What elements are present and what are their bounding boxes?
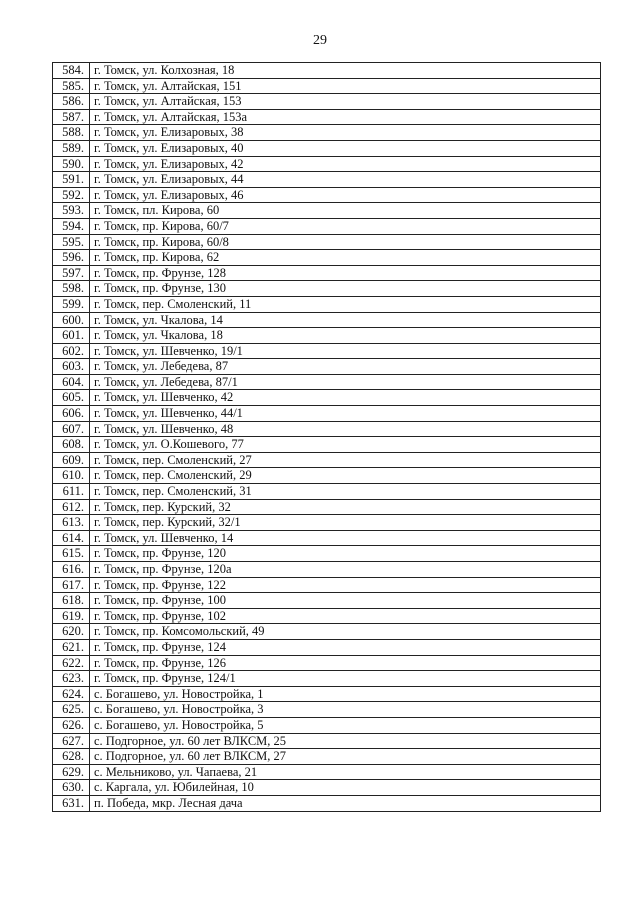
row-number: 589.	[53, 140, 90, 156]
address-cell: г. Томск, пр. Фрунзе, 126	[90, 655, 601, 671]
address-cell: с. Богашево, ул. Новостройка, 1	[90, 686, 601, 702]
row-number: 587.	[53, 109, 90, 125]
table-row	[53, 343, 601, 359]
address-cell: с. Подгорное, ул. 60 лет ВЛКСМ, 27	[90, 749, 601, 765]
row-number: 599.	[53, 296, 90, 312]
address-cell: г. Томск, ул. Лебедева, 87/1	[90, 374, 601, 390]
row-number: 620.	[53, 624, 90, 640]
table-row	[53, 421, 601, 437]
row-number: 586.	[53, 94, 90, 110]
row-number: 591.	[53, 172, 90, 188]
row-number: 615.	[53, 546, 90, 562]
row-number: 610.	[53, 468, 90, 484]
row-number: 597.	[53, 265, 90, 281]
row-number: 628.	[53, 749, 90, 765]
row-number: 588.	[53, 125, 90, 141]
address-cell: г. Томск, пер. Курский, 32/1	[90, 515, 601, 531]
table-row	[53, 608, 601, 624]
table-row	[53, 671, 601, 687]
table-row	[53, 63, 601, 79]
table-row	[53, 733, 601, 749]
address-cell: г. Томск, ул. Елизаровых, 40	[90, 140, 601, 156]
address-cell: г. Томск, ул. Елизаровых, 46	[90, 187, 601, 203]
table-row	[53, 125, 601, 141]
address-cell: г. Томск, пр. Кирова, 62	[90, 250, 601, 266]
address-table-body	[53, 63, 601, 812]
table-row	[53, 530, 601, 546]
table-row	[53, 499, 601, 515]
address-cell: г. Томск, пр. Фрунзе, 124/1	[90, 671, 601, 687]
row-number: 605.	[53, 390, 90, 406]
address-cell: г. Томск, пр. Фрунзе, 120а	[90, 562, 601, 578]
row-number: 617.	[53, 577, 90, 593]
row-number: 606.	[53, 406, 90, 422]
table-row	[53, 764, 601, 780]
table-row	[53, 717, 601, 733]
address-cell: г. Томск, пер. Смоленский, 11	[90, 296, 601, 312]
address-cell: с. Богашево, ул. Новостройка, 3	[90, 702, 601, 718]
address-table	[52, 62, 601, 812]
address-cell: г. Томск, ул. Шевченко, 42	[90, 390, 601, 406]
address-cell: г. Томск, ул. Лебедева, 87	[90, 359, 601, 375]
table-row	[53, 562, 601, 578]
address-cell: г. Томск, пр. Фрунзе, 102	[90, 608, 601, 624]
table-row	[53, 780, 601, 796]
table-row	[53, 374, 601, 390]
address-cell: г. Томск, пр. Фрунзе, 130	[90, 281, 601, 297]
row-number: 618.	[53, 593, 90, 609]
table-row	[53, 218, 601, 234]
table-row	[53, 172, 601, 188]
row-number: 604.	[53, 374, 90, 390]
row-number: 603.	[53, 359, 90, 375]
table-row	[53, 265, 601, 281]
row-number: 608.	[53, 437, 90, 453]
address-cell: г. Томск, ул. Шевченко, 44/1	[90, 406, 601, 422]
table-row	[53, 390, 601, 406]
row-number: 585.	[53, 78, 90, 94]
row-number: 611.	[53, 484, 90, 500]
row-number: 616.	[53, 562, 90, 578]
address-cell: г. Томск, пер. Смоленский, 27	[90, 452, 601, 468]
address-cell: г. Томск, ул. Елизаровых, 44	[90, 172, 601, 188]
row-number: 595.	[53, 234, 90, 250]
address-cell: г. Томск, ул. Колхозная, 18	[90, 63, 601, 79]
row-number: 612.	[53, 499, 90, 515]
address-cell: г. Томск, ул. Алтайская, 153	[90, 94, 601, 110]
address-cell: г. Томск, пр. Фрунзе, 100	[90, 593, 601, 609]
table-row	[53, 749, 601, 765]
row-number: 600.	[53, 312, 90, 328]
table-row	[53, 234, 601, 250]
address-cell: г. Томск, пер. Курский, 32	[90, 499, 601, 515]
table-row	[53, 359, 601, 375]
address-cell: г. Томск, ул. Шевченко, 14	[90, 530, 601, 546]
address-cell: г. Томск, пр. Комсомольский, 49	[90, 624, 601, 640]
address-cell: п. Победа, мкр. Лесная дача	[90, 795, 601, 811]
address-cell: с. Богашево, ул. Новостройка, 5	[90, 717, 601, 733]
table-row	[53, 686, 601, 702]
row-number: 613.	[53, 515, 90, 531]
row-number: 601.	[53, 328, 90, 344]
table-row	[53, 78, 601, 94]
address-cell: г. Томск, пр. Кирова, 60/8	[90, 234, 601, 250]
table-row	[53, 109, 601, 125]
row-number: 622.	[53, 655, 90, 671]
table-row	[53, 577, 601, 593]
table-row	[53, 94, 601, 110]
address-cell: с. Подгорное, ул. 60 лет ВЛКСМ, 25	[90, 733, 601, 749]
row-number: 602.	[53, 343, 90, 359]
table-row	[53, 406, 601, 422]
row-number: 624.	[53, 686, 90, 702]
table-row	[53, 250, 601, 266]
table-row	[53, 452, 601, 468]
address-cell: г. Томск, ул. Шевченко, 48	[90, 421, 601, 437]
address-cell: г. Томск, ул. Алтайская, 153а	[90, 109, 601, 125]
row-number: 630.	[53, 780, 90, 796]
table-row	[53, 296, 601, 312]
table-row	[53, 312, 601, 328]
row-number: 625.	[53, 702, 90, 718]
row-number: 593.	[53, 203, 90, 219]
page-number: 29	[313, 33, 327, 48]
address-cell: г. Томск, пер. Смоленский, 31	[90, 484, 601, 500]
table-row	[53, 484, 601, 500]
address-cell: г. Томск, ул. Шевченко, 19/1	[90, 343, 601, 359]
row-number: 584.	[53, 63, 90, 79]
table-row	[53, 437, 601, 453]
address-cell: г. Томск, ул. Елизаровых, 38	[90, 125, 601, 141]
row-number: 596.	[53, 250, 90, 266]
table-row	[53, 702, 601, 718]
address-cell: г. Томск, пер. Смоленский, 29	[90, 468, 601, 484]
table-row	[53, 328, 601, 344]
address-cell: г. Томск, пл. Кирова, 60	[90, 203, 601, 219]
row-number: 631.	[53, 795, 90, 811]
row-number: 621.	[53, 639, 90, 655]
row-number: 592.	[53, 187, 90, 203]
table-row	[53, 593, 601, 609]
address-cell: г. Томск, пр. Фрунзе, 124	[90, 639, 601, 655]
table-row	[53, 795, 601, 811]
table-row	[53, 156, 601, 172]
address-cell: г. Томск, ул. О.Кошевого, 77	[90, 437, 601, 453]
table-row	[53, 639, 601, 655]
row-number: 627.	[53, 733, 90, 749]
address-cell: г. Томск, ул. Алтайская, 151	[90, 78, 601, 94]
row-number: 629.	[53, 764, 90, 780]
address-cell: г. Томск, ул. Чкалова, 14	[90, 312, 601, 328]
table-row	[53, 203, 601, 219]
row-number: 619.	[53, 608, 90, 624]
table-row	[53, 655, 601, 671]
address-cell: с. Мельниково, ул. Чапаева, 21	[90, 764, 601, 780]
table-row	[53, 281, 601, 297]
address-cell: г. Томск, ул. Елизаровых, 42	[90, 156, 601, 172]
row-number: 594.	[53, 218, 90, 234]
table-row	[53, 624, 601, 640]
table-row	[53, 515, 601, 531]
row-number: 590.	[53, 156, 90, 172]
row-number: 614.	[53, 530, 90, 546]
table-row	[53, 140, 601, 156]
row-number: 626.	[53, 717, 90, 733]
address-cell: г. Томск, пр. Кирова, 60/7	[90, 218, 601, 234]
address-cell: г. Томск, пр. Фрунзе, 128	[90, 265, 601, 281]
table-row	[53, 468, 601, 484]
table-row	[53, 187, 601, 203]
row-number: 598.	[53, 281, 90, 297]
row-number: 623.	[53, 671, 90, 687]
address-cell: г. Томск, пр. Фрунзе, 120	[90, 546, 601, 562]
address-cell: с. Каргала, ул. Юбилейная, 10	[90, 780, 601, 796]
row-number: 609.	[53, 452, 90, 468]
address-cell: г. Томск, пр. Фрунзе, 122	[90, 577, 601, 593]
address-cell: г. Томск, ул. Чкалова, 18	[90, 328, 601, 344]
table-row	[53, 546, 601, 562]
row-number: 607.	[53, 421, 90, 437]
